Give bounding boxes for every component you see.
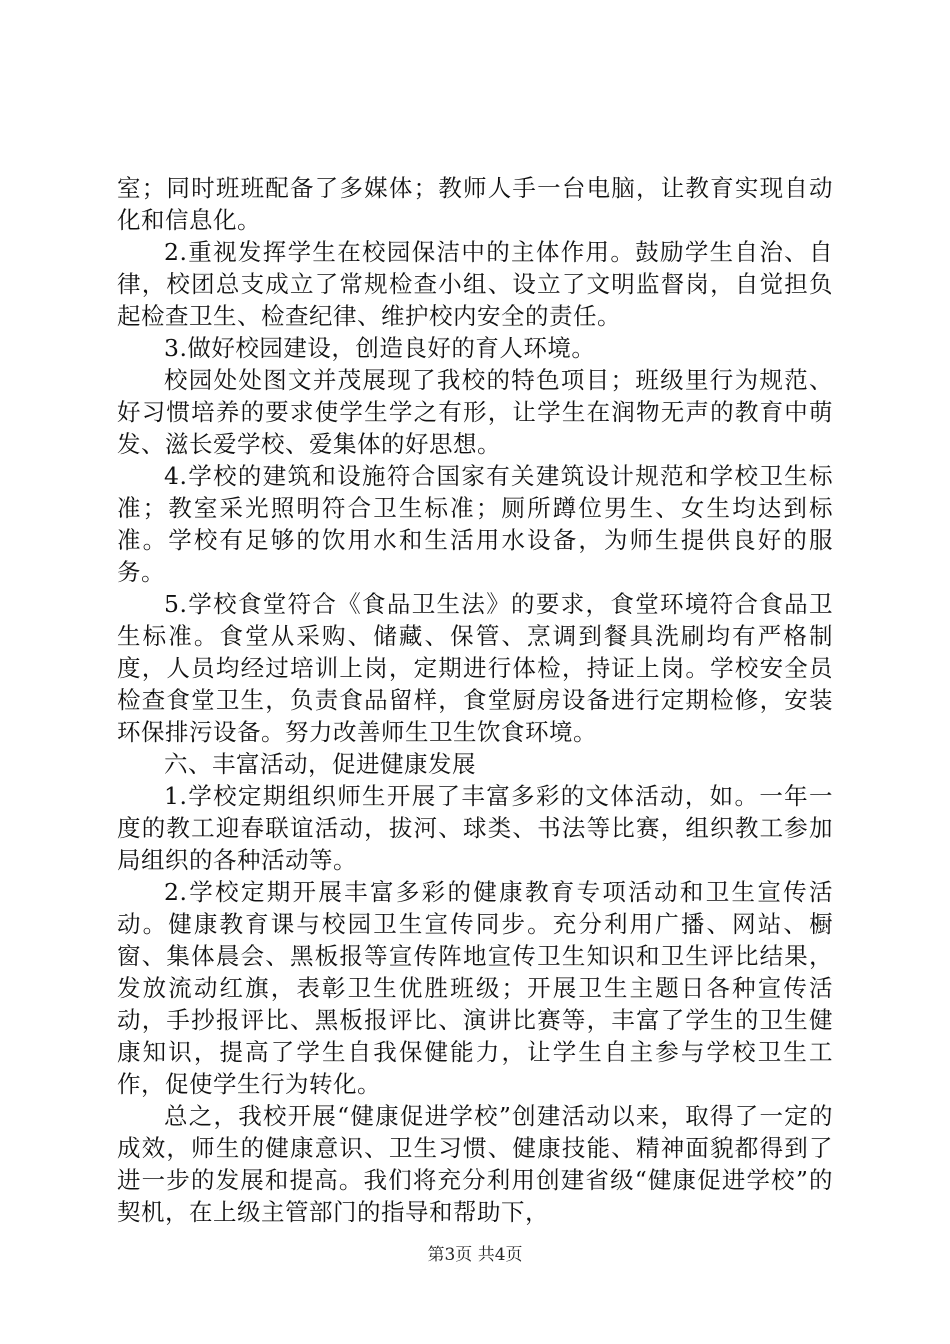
paragraph-9: 2.学校定期开展丰富多彩的健康教育专项活动和卫生宣传活动。健康教育课与校园卫生宣传同步。充分利用广播、网站、橱窗、集体晨会、黑板报等宣传阵地宣传卫生知识和卫生评比结果，发放流动红旗，表彰卫生优胜班级；开展卫生主题日各种宣传活动，手抄报评比、黑板报评比、演讲比赛等，丰富了学生的卫生健康知识，提高了学生自我保健能力，让学生自主参与学校卫生工作，促使学生行为转化。 <box>117 878 833 1098</box>
paragraph-6: 5.学校食堂符合《食品卫生法》的要求，食堂环境符合食品卫生标准。食堂从采购、储藏、保管、烹调到餐具洗刷均有严格制度，人员均经过培训上岗，定期进行体检，持证上岗。学校安全员检查食堂卫生，负责食品留样，食堂厨房设备进行定期检修，安装环保排污设备。努力改善师生卫生饮食环境。 <box>117 590 833 746</box>
document-body <box>117 172 833 1228</box>
section-heading-six: 六、丰富活动，促进健康发展 <box>164 750 476 778</box>
paragraph-10: 总之，我校开展“健康促进学校”创建活动以来，取得了一定的成效，师生的健康意识、卫生习惯、健康技能、精神面貌都得到了进一步的发展和提高。我们将充分利用创建省级“健康促进学校”的契机，在上级主管部门的指导和帮助下， <box>117 1102 833 1226</box>
paragraph-1: 室；同时班班配备了多媒体；教师人手一台电脑，让教育实现自动化和信息化。 <box>117 174 833 234</box>
paragraph-8: 1.学校定期组织师生开展了丰富多彩的文体活动，如。一年一度的教工迎春联谊活动，拔河、球类、书法等比赛，组织教工参加局组织的各种活动等。 <box>117 782 833 874</box>
paragraph-3: 3.做好校园建设，创造良好的育人环境。 <box>164 334 596 362</box>
paragraph-4: 校园处处图文并茂展现了我校的特色项目；班级里行为规范、好习惯培养的要求使学生学之有形，让学生在润物无声的教育中萌发、滋长爱学校、爱集体的好思想。 <box>117 366 833 458</box>
paragraph-5: 4.学校的建筑和设施符合国家有关建筑设计规范和学校卫生标准；教室采光照明符合卫生标准；厕所蹲位男生、女生均达到标准。学校有足够的饮用水和生活用水设备，为师生提供良好的服务。 <box>117 462 833 586</box>
page-number-footer: 第3页 共4页 <box>427 1245 523 1265</box>
paragraph-2: 2.重视发挥学生在校园保洁中的主体作用。鼓励学生自治、自律，校团总支成立了常规检查小组、设立了文明监督岗，自觉担负起检查卫生、检查纪律、维护校内安全的责任。 <box>117 238 833 330</box>
